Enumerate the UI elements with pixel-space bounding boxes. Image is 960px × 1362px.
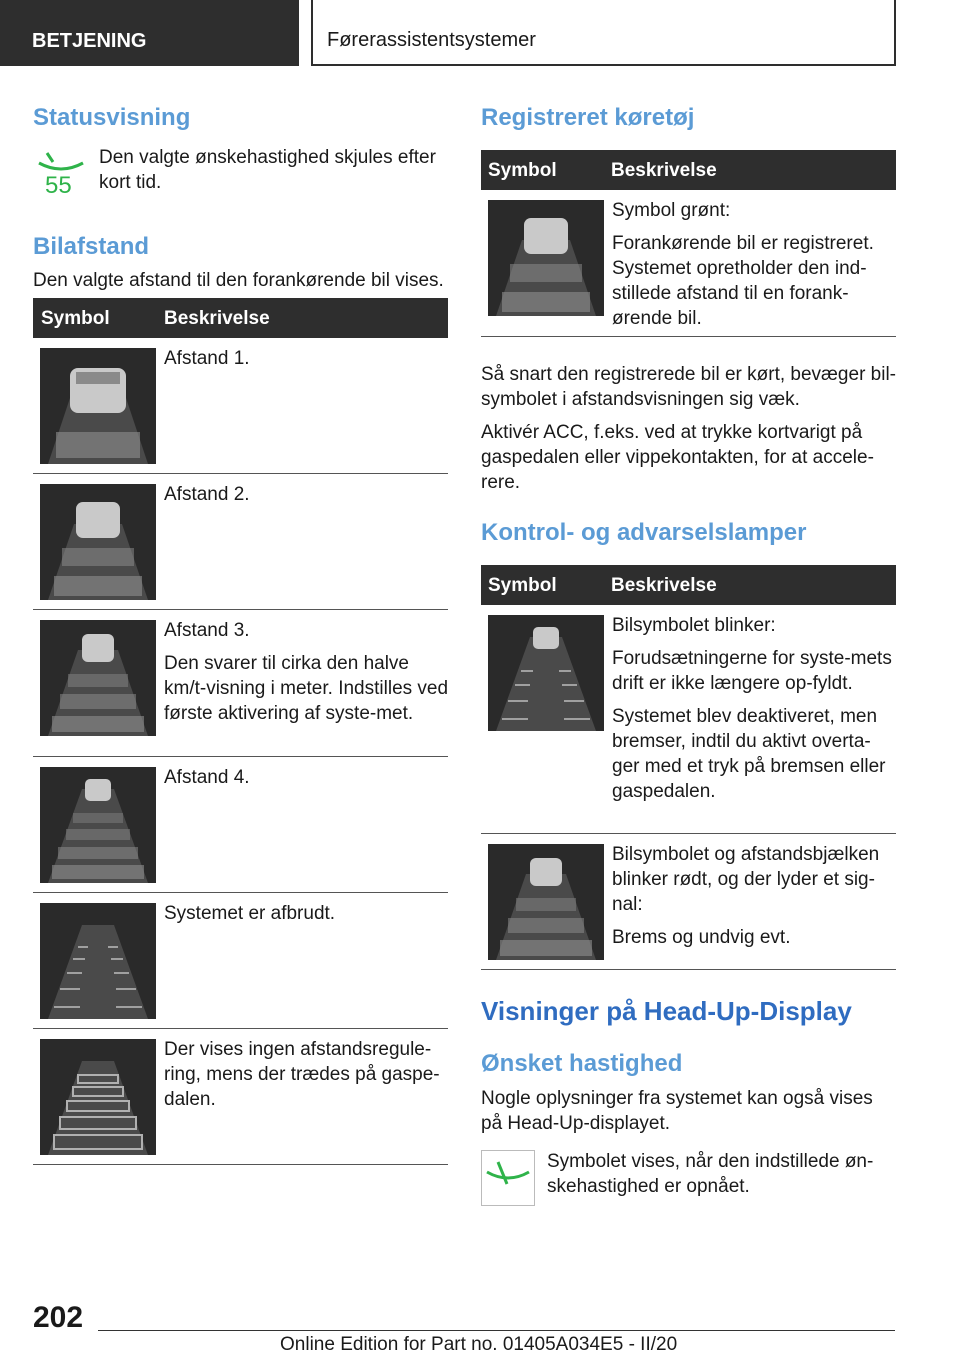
kontrol-heading: Kontrol- og advarselslamper bbox=[481, 519, 807, 546]
table-row bbox=[481, 605, 896, 834]
registered-vehicle-icon bbox=[488, 200, 604, 316]
system-interrupted-icon bbox=[40, 903, 156, 1019]
header-description: Beskrivelse bbox=[611, 160, 717, 181]
distance-4-icon bbox=[40, 767, 156, 883]
row-text: Afstand 4. bbox=[164, 767, 250, 788]
row-text-detail: Brems og undvig evt. bbox=[612, 927, 791, 948]
distance-1-icon bbox=[40, 348, 156, 464]
section-tab: BETJENING bbox=[0, 0, 299, 66]
row-text: Bilsymbolet blinker: bbox=[612, 615, 776, 636]
distance-2-icon bbox=[40, 484, 156, 600]
bilafstand-intro: Den valgte afstand til den forankørende bil vises. bbox=[33, 270, 444, 291]
header-symbol: Symbol bbox=[41, 308, 110, 329]
header-description: Beskrivelse bbox=[164, 308, 270, 329]
blinking-car-icon bbox=[488, 615, 604, 731]
row-text: Symbol grønt: bbox=[612, 200, 731, 221]
table-row bbox=[33, 610, 448, 757]
header-symbol: Symbol bbox=[488, 160, 557, 181]
speed-status-icon bbox=[33, 145, 89, 201]
row-text-detail: Systemet blev deaktiveret, men bremser, indtil du aktivt overta-ger med et tryk på bremsen eller gaspedalen. bbox=[612, 706, 886, 802]
row-text: Afstand 2. bbox=[164, 484, 250, 505]
hud-subheading: Ønsket hastighed bbox=[481, 1050, 683, 1077]
bilafstand-heading: Bilafstand bbox=[33, 233, 150, 260]
row-text: Afstand 1. bbox=[164, 348, 250, 369]
row-text: Der vises ingen afstandsregule-ring, mens der trædes på gaspe-dalen. bbox=[164, 1039, 440, 1110]
table-row bbox=[33, 893, 448, 1029]
statusvisning-heading: Statusvisning bbox=[33, 104, 191, 131]
hud-heading: Visninger på Head-Up-Display bbox=[481, 996, 852, 1026]
registreret-heading: Registreret køretøj bbox=[481, 104, 695, 131]
header-symbol: Symbol bbox=[488, 575, 557, 596]
warning-car-distance-icon bbox=[488, 844, 604, 960]
table-row bbox=[481, 834, 896, 970]
footer-divider bbox=[98, 1330, 895, 1331]
table-row bbox=[33, 338, 448, 474]
table-row bbox=[33, 1029, 448, 1165]
row-text: Systemet er afbrudt. bbox=[164, 903, 336, 924]
table-header bbox=[481, 565, 896, 605]
table-header bbox=[33, 298, 448, 338]
header-description: Beskrivelse bbox=[611, 575, 717, 596]
table-row bbox=[33, 474, 448, 610]
hud-intro: Nogle oplysninger fra systemet kan også vises på Head-Up-displayet. bbox=[481, 1088, 873, 1134]
row-text: Bilsymbolet og afstandsbjælken blinker rødt, og der lyder et sig-nal: bbox=[612, 844, 880, 915]
row-text: Afstand 3. bbox=[164, 620, 250, 641]
hud-icon-text: Symbolet vises, når den indstillede øn-skehastighed er opnået. bbox=[547, 1151, 874, 1197]
row-text-detail: Forudsætningerne for syste-mets drift er ikke længere op-fyldt. bbox=[612, 648, 892, 694]
accelerator-pressed-icon bbox=[40, 1039, 156, 1155]
row-text-detail: Forankørende bil er registreret. Systemet opretholder den ind-stillede afstand til en forank-ørende bil. bbox=[612, 233, 874, 329]
distance-3-icon bbox=[40, 620, 156, 736]
chapter-title: Førerassistentsystemer bbox=[311, 0, 896, 66]
table-row bbox=[33, 757, 448, 893]
footer-edition: Online Edition for Part no. 01405A034E5 - II/20 bbox=[280, 1334, 678, 1355]
paragraph: Aktivér ACC, f.eks. ved at trykke kortvarigt på gaspedalen eller vippekontakten, for at accele-rere. bbox=[481, 422, 874, 493]
page-number: 202 bbox=[33, 1301, 84, 1334]
speed-icon-number: 55 bbox=[45, 172, 72, 199]
row-text-detail: Den svarer til cirka den halve km/t-visning i meter. Indstilles ved første aktivering af syste-met. bbox=[164, 653, 449, 724]
table-row bbox=[481, 190, 896, 337]
table-header bbox=[481, 150, 896, 190]
statusvisning-text: Den valgte ønskehastighed skjules efter kort tid. bbox=[99, 147, 436, 193]
paragraph: Så snart den registrerede bil er kørt, bevæger bil-symbolet i afstandsvisningen sig væk. bbox=[481, 364, 897, 410]
hud-speed-reached-icon bbox=[481, 1150, 535, 1206]
